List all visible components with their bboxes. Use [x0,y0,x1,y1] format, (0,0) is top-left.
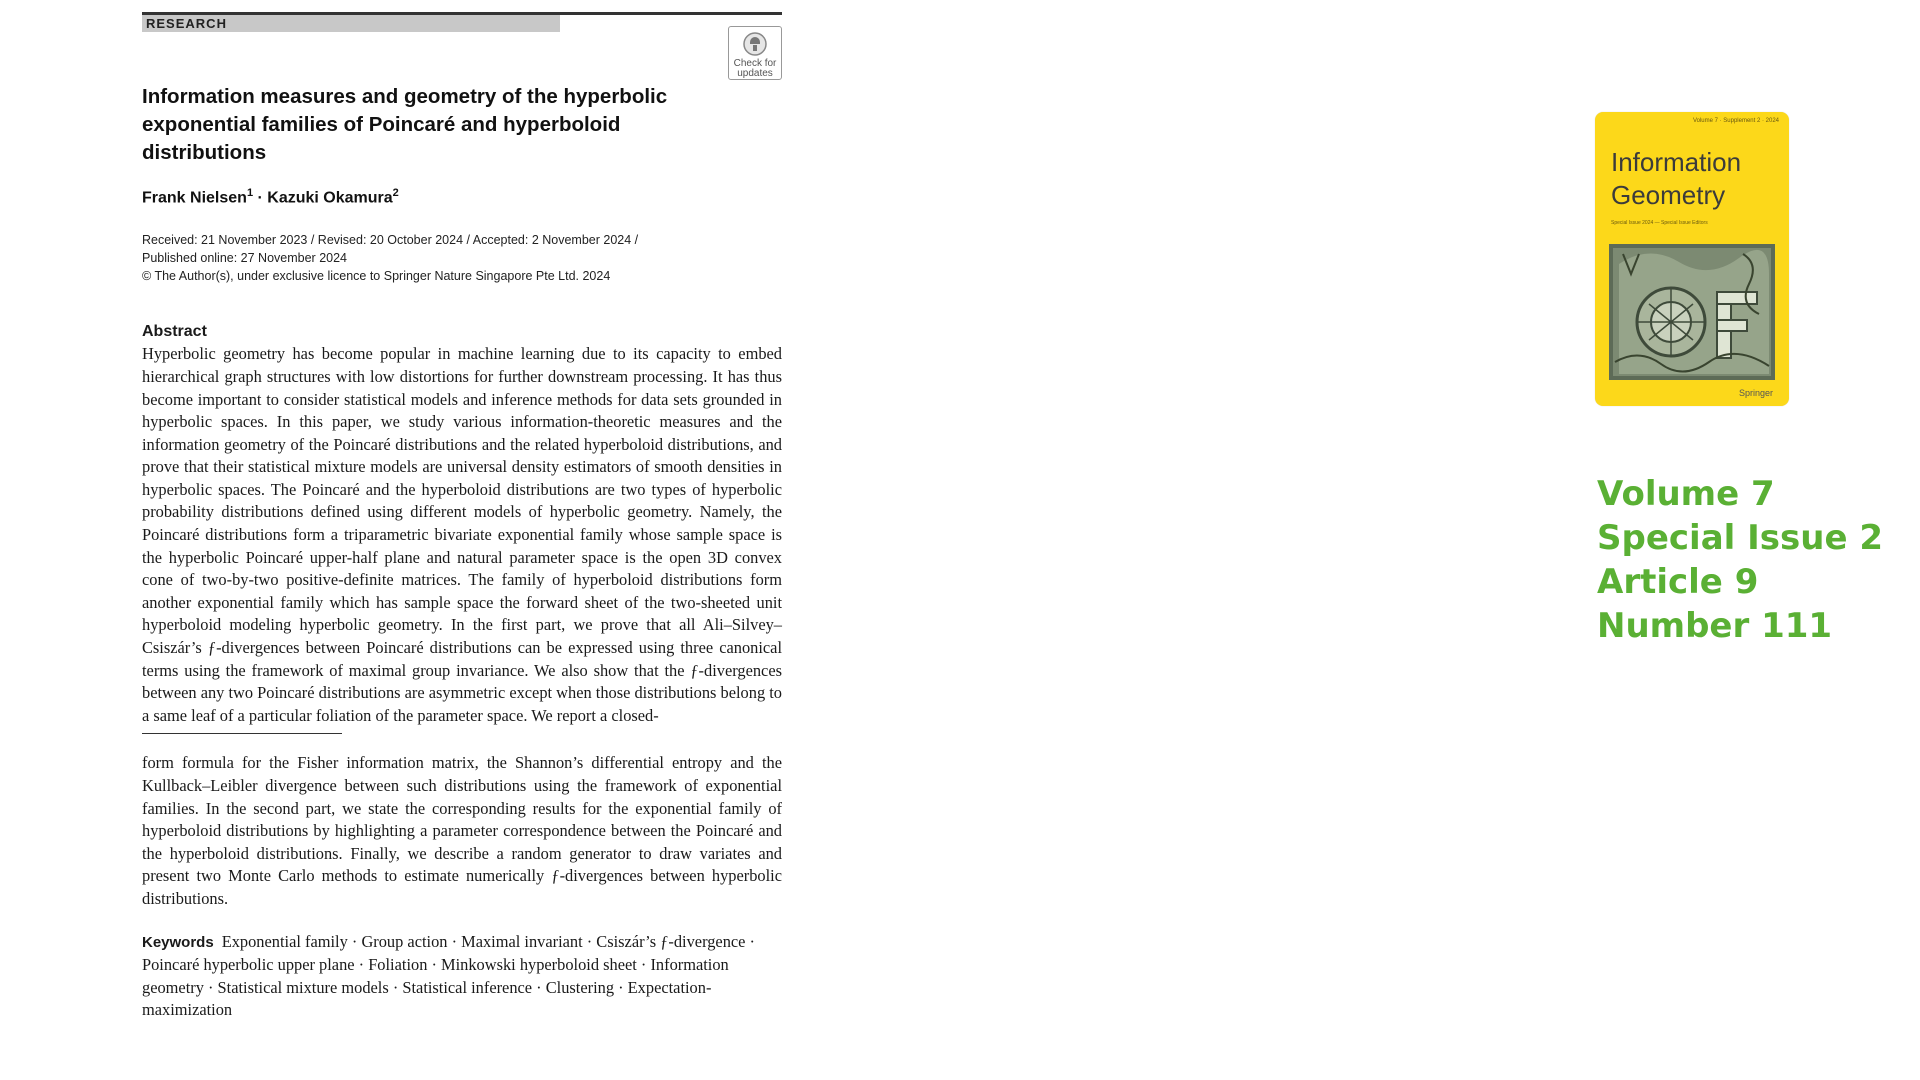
journal-cover[interactable] [1595,112,1789,406]
publication-dates [142,231,782,285]
issue-article: Article 9 [1597,562,1759,602]
cover-subtitle: Special Issue 2024 — Special Issue Editors [1611,220,1708,226]
abstract-heading: Abstract [142,323,207,341]
issue-info [1597,472,1883,648]
section-bar [142,12,782,35]
issue-volume: Volume 7 [1597,474,1775,514]
issue-number: Number 111 [1597,606,1833,646]
check-updates-line1: Check for [733,58,777,69]
dates-line-2: Published online: 27 November 2024 [142,251,347,266]
section-label: RESEARCH [146,16,227,31]
author-affiliation: 2 [392,187,399,199]
author-affiliation: 1 [246,187,254,199]
cover-volume-line: Volume 7 · Supplement 2 · 2024 [1692,118,1779,124]
author-list [142,187,782,207]
cover-publisher: Springer [1738,388,1773,398]
cover-title-line1: Information [1611,147,1742,177]
check-updates-icon [742,31,768,57]
abstract-text-part1: Hyperbolic geometry has become popular in machine learning due to its capacity to embed hierarchical graph structures with low distortions for further downstream processing. It has thus become important to consider statistical models and inference methods for data sets grounded in hyperbolic spaces. In this paper, we study various information-theoretic measures and the information geometry of the Poincaré distributions and the related hyperboloid distributions, and prove that their statistical mixture models are universal density estimators of smooth densities in hyperbolic spaces. The Poincaré and the hyperboloid distributions are two types of hyperbolic probability distributions defined using different models of hyperbolic geometry. Namely, the Poincaré distributions form a triparametric bivariate exponential family whose sample space is the hyperbolic Poincaré upper-half plane and natural parameter space is the open 3D convex cone of two-by-two positive-definite matrices. The family of hyperboloid distributions form another exponential family which has sample space the forward sheet of the two-sheeted unit hyperboloid modeling hyperbolic geometry. In the first part, we prove that all Ali–Silvey–Csiszár’s ƒ-divergences between Poincaré distributions can be expressed using three canonical terms using the framework of maximal group invariance. We also show that the ƒ-divergences between any two Poincaré distributions are asymmetric except when those distributions belong to a same leaf of a particular foliation of the parameter space. We report a closed- [142,344,782,725]
issue-special-issue: Special Issue 2 [1597,518,1884,558]
check-for-updates-badge[interactable] [728,26,782,80]
check-updates-line2: updates [737,68,773,79]
cover-title-line2: Geometry [1611,180,1726,210]
cover-illustration [1609,244,1775,380]
paper-page [142,12,782,1022]
keywords-label: Keywords [142,933,214,951]
page-break-rule [142,733,342,734]
author-name: Kazuki Okamura [267,189,393,207]
author-name: Frank Nielsen [142,189,247,207]
keywords [142,931,782,1022]
author-separator: · [253,189,268,207]
abstract-text-part2: form formula for the Fisher information matrix, the Shannon’s differential entropy and the Kullback–Leibler divergence between such distributions using the framework of exponential families. In the second part, we state the corresponding results for the exponential family of hyperboloid distributions by highlighting a parameter correspondence between the Poincaré and the hyperboloid distributions. Finally, we describe a random generator to draw variates and present two Monte Carlo methods to estimate numerically ƒ-divergences between hyperbolic distributions. [142,753,782,908]
keywords-text: Exponential family · Group action · Maximal invariant · Csiszár’s ƒ-divergence · Poincaré hyperbolic upper plane · Foliation · Minkowski hyperboloid sheet · Information geometry · Statistical mixture models · Statistical inference · Clustering · Expectation-maximization [142,931,755,1020]
copyright-line: © The Author(s), under exclusive licence to Springer Nature Singapore Pte Ltd. 2024 [142,269,611,284]
dates-line-1: Received: 21 November 2023 / Revised: 20 October 2024 / Accepted: 2 November 2024 / [142,233,639,248]
cover-title [1611,146,1741,212]
paper-title: Information measures and geometry of the hyperbolic exponential families of Poincaré and hyperboloid distributions [142,85,668,164]
